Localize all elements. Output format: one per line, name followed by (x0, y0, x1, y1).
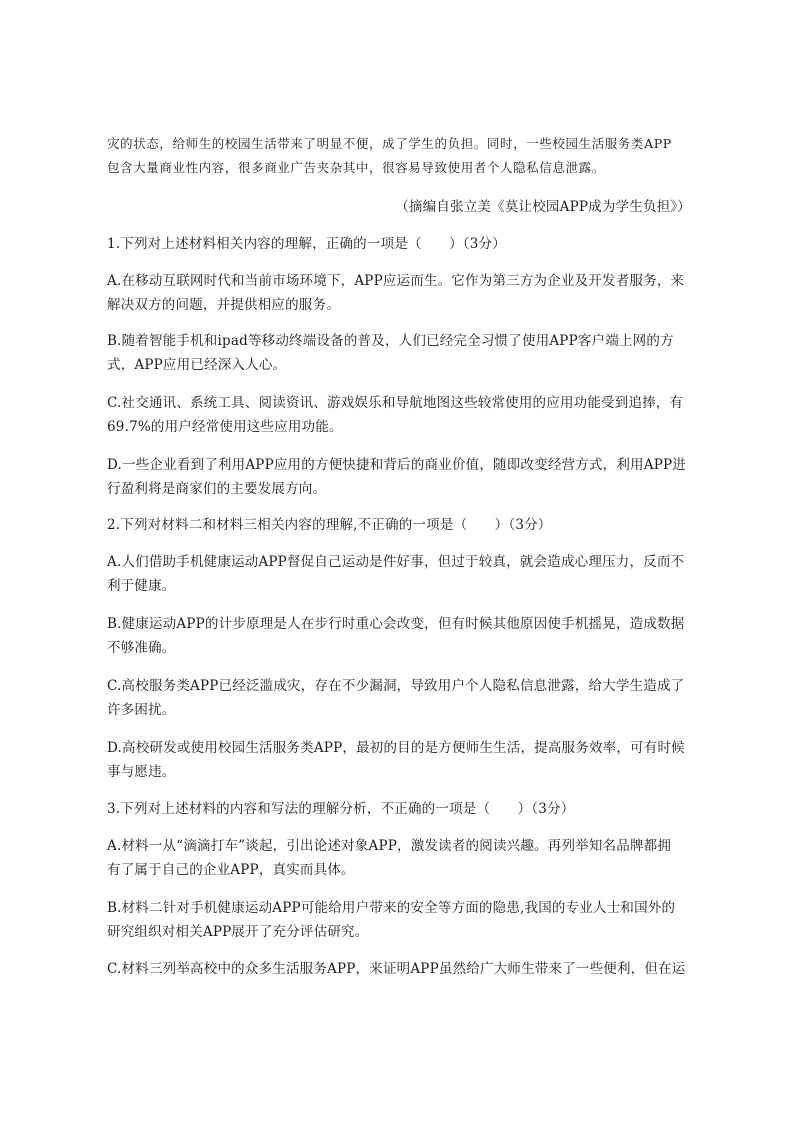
question-2-option-c (107, 674, 691, 722)
text-line: 行盈利将是商家们的主要发展方向。 (107, 481, 327, 497)
text-line: B.健康运动APP的计步原理是人在步行时重心会改变，但有时候其他原因使手机摇晃，造成数据 (107, 616, 685, 632)
text-line: 有了属于自己的企业APP，真实而具体。 (107, 862, 355, 878)
text-line: A.材料一从“滴滴打车”谈起，引出论述对象APP，激发读者的阅读兴趣。再列举知名品牌都拥 (107, 838, 672, 854)
question-1-stem: 1.下列对上述材料相关内容的理解，正确的一项是（ ）（3分） (107, 236, 506, 252)
text-line: 许多困扰。 (107, 702, 176, 718)
question-3-stem: 3.下列对上述材料的内容和写法的理解分析，不正确的一项是（ ）（3分） (107, 801, 575, 817)
text-line: 不够准确。 (107, 640, 176, 656)
source-citation: （摘编自张立美《莫让校园APP成为学生负担》） (395, 199, 691, 215)
text-line: 包含大量商业性内容，很多商业广告夹杂其中，很容易导致使用者个人隐私信息泄露。 (107, 160, 605, 175)
question-1-option-c (107, 391, 691, 439)
question-1-option-d (107, 453, 691, 501)
text-line: C.材料三列举高校中的众多生活服务APP，来证明APP虽然给广大师生带来了一些便利，但在运 (107, 961, 686, 977)
text-line: C.社交通讯、系统工具、阅读资讯、游戏娱乐和导航地图这些较常使用的应用功能受到追捧，有 (107, 395, 684, 411)
text-line: A.在移动互联网时代和当前市场环境下，APP应运而生。它作为第三方为企业及开发者服务，来 (107, 273, 685, 289)
text-line: B.随着智能手机和ipad等移动终端设备的普及，人们已经完全习惯了使用APP客户端上网的方 (107, 333, 674, 349)
text-line: 69.7%的用户经常使用这些应用功能。 (107, 419, 343, 435)
text-line: 利于健康。 (107, 578, 176, 594)
text-line: C.高校服务类APP已经泛滥成灾，存在不少漏洞，导致用户个人隐私信息泄露，给大学生造成了 (107, 678, 685, 694)
text-line: 解决双方的问题，并提供相应的服务。 (107, 297, 340, 313)
question-1-option-b (107, 329, 691, 377)
question-3-option-c (107, 957, 691, 981)
question-3-option-a (107, 834, 691, 882)
question-2-stem: 2.下列对材料二和材料三相关内容的理解,不正确的一项是（ ）（3分） (107, 517, 552, 533)
text-line: B.材料二针对手机健康运动APP可能给用户带来的安全等方面的隐患,我国的专业人士和国外的 (107, 900, 676, 916)
question-2-option-d (107, 736, 691, 784)
question-3-option-b (107, 896, 691, 944)
text-line: D.一些企业看到了利用APP应用的方便快捷和背后的商业价值，随即改变经营方式，利用APP进 (107, 457, 686, 473)
text-line: D.高校研发或使用校园生活服务类APP，最初的目的是方便师生生活，提高服务效率，可有时候 (107, 740, 685, 756)
text-line: A.人们借助手机健康运动APP督促自己运动是件好事，但过于较真，就会造成心理压力，反而不 (107, 554, 685, 570)
intro-paragraph (107, 132, 691, 180)
text-line: 研究组织对相关APP展开了充分评估研究。 (107, 924, 369, 940)
text-line: 事与愿违。 (107, 764, 176, 780)
text-line: 式，APP应用已经深入人心。 (107, 357, 287, 373)
text-line: 灾的状态，给师生的校园生活带来了明显不便，成了学生的负担。同时，一些校园生活服务类APP (107, 136, 672, 151)
question-1-option-a (107, 269, 691, 317)
question-2-option-a (107, 550, 691, 598)
question-2-option-b (107, 612, 691, 660)
